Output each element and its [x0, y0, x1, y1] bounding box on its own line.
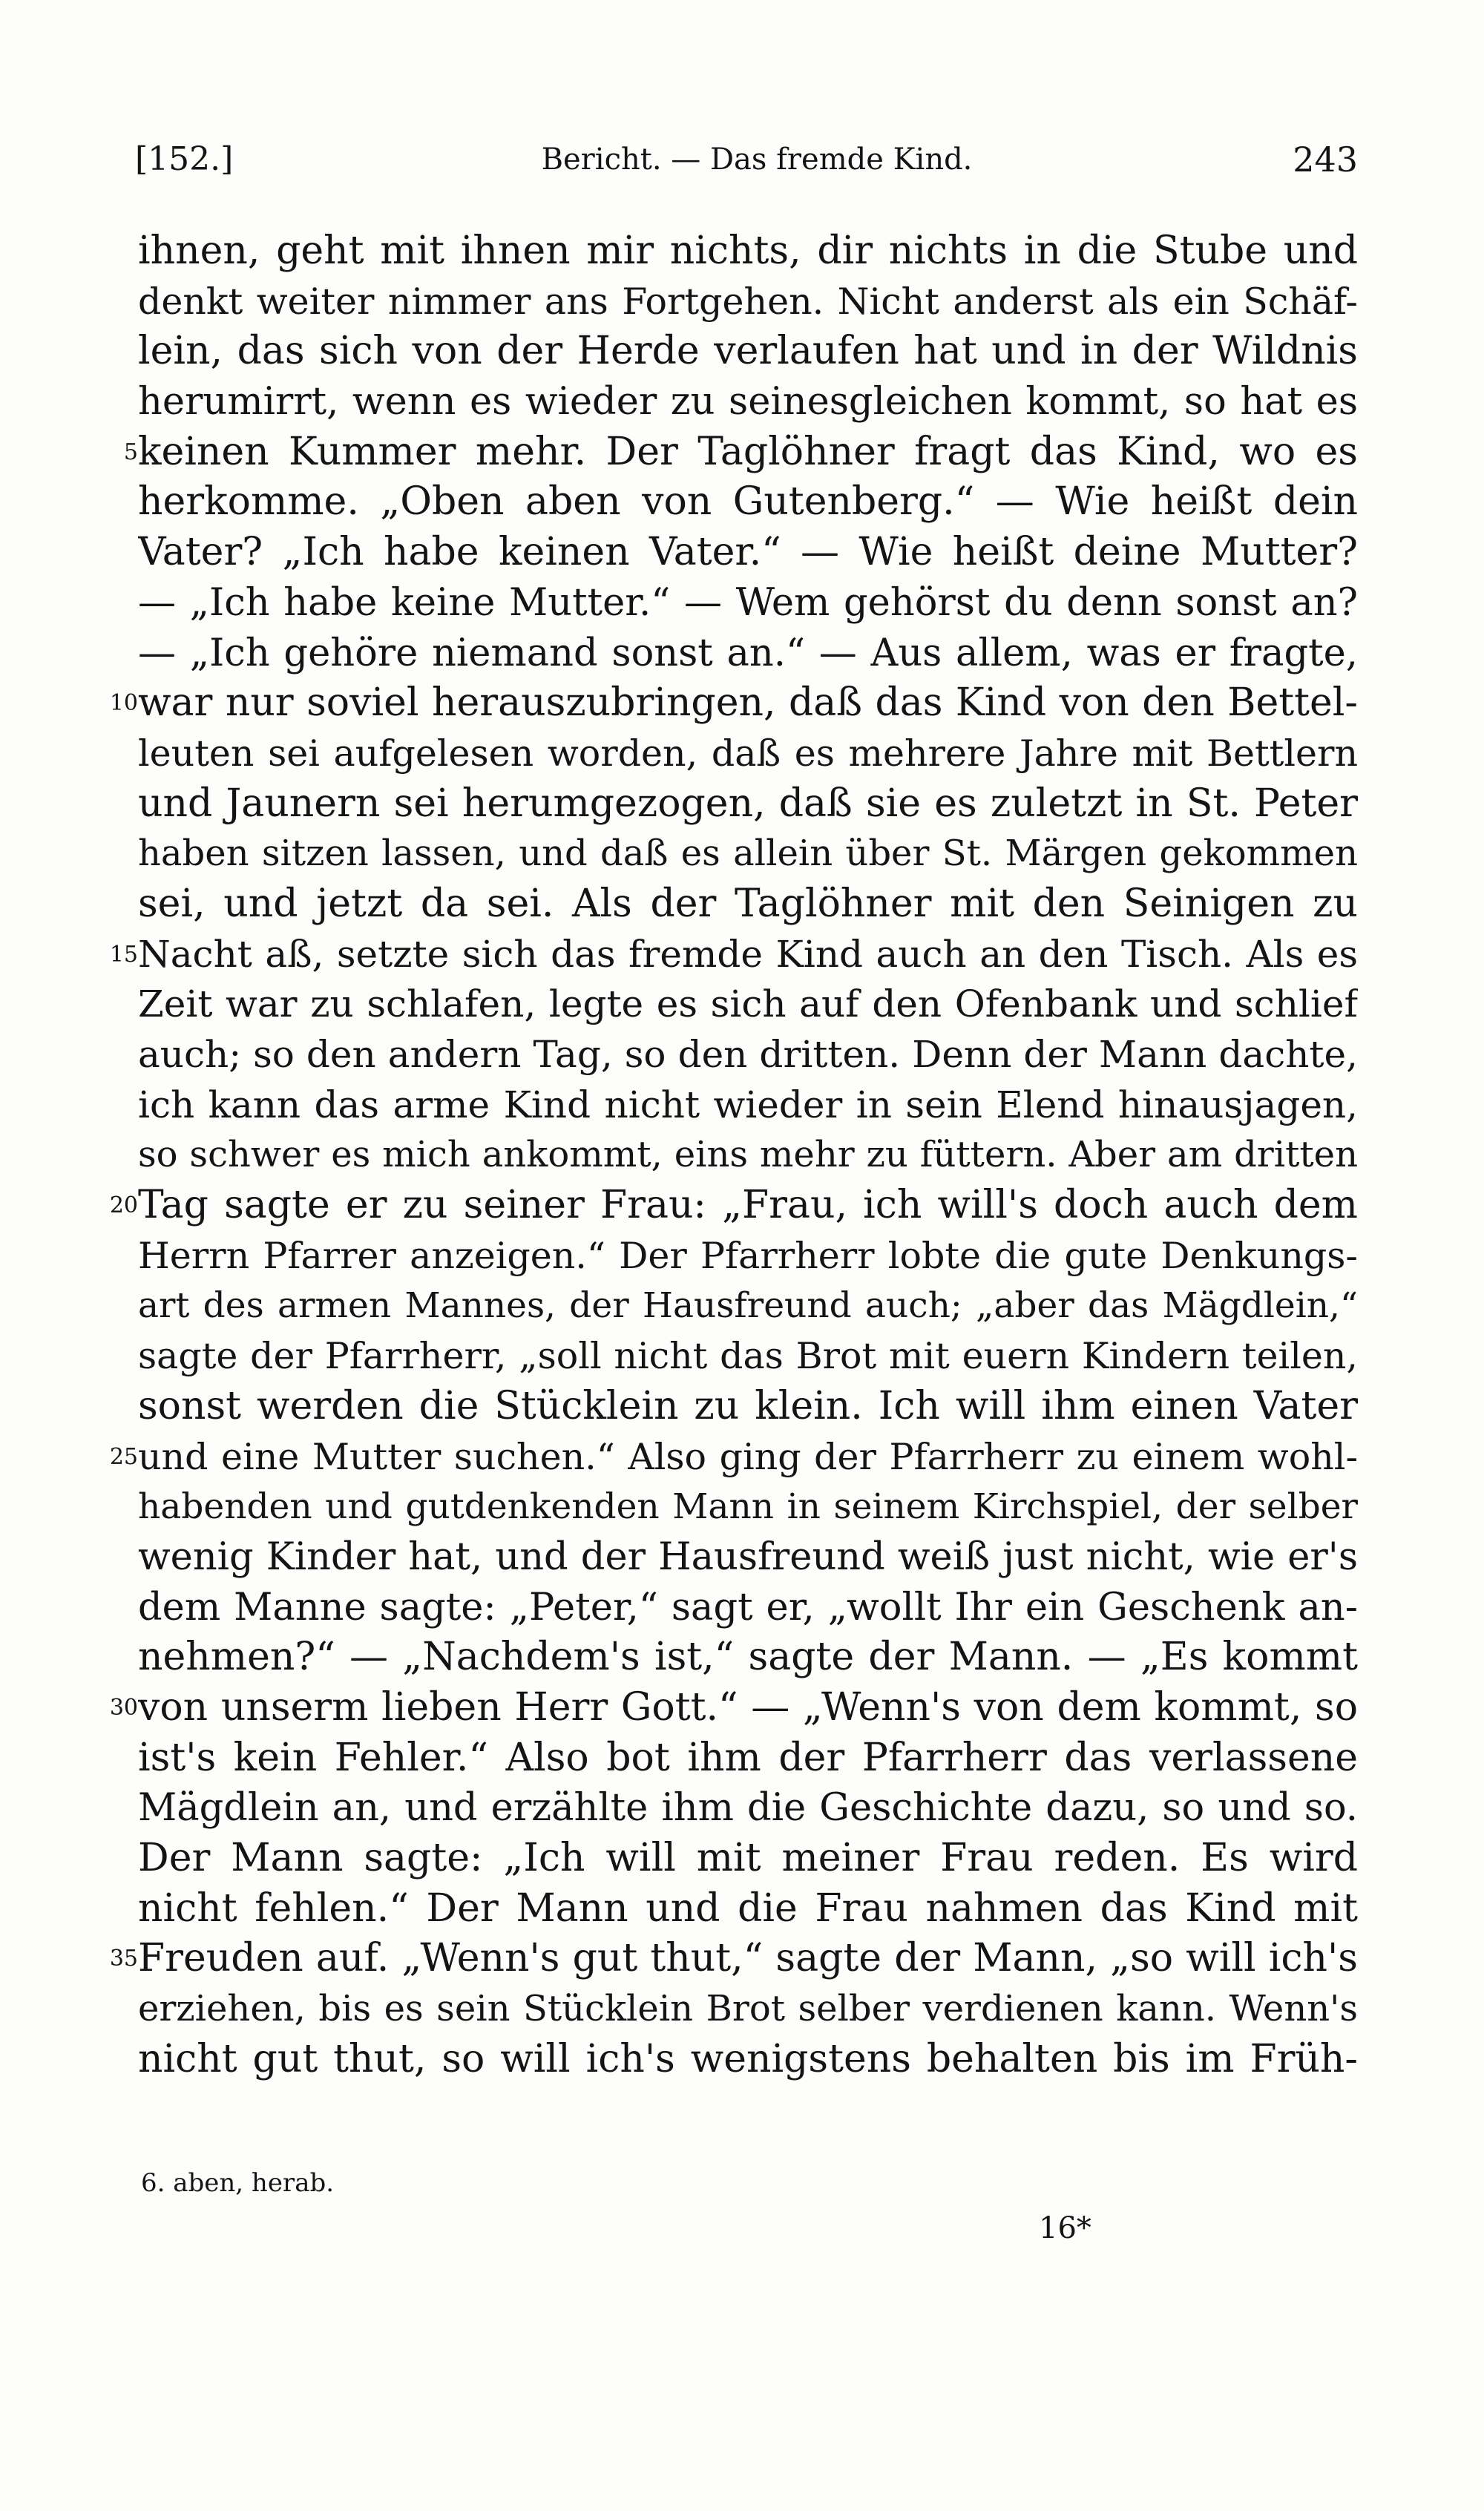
text-line — [0, 930, 1484, 980]
line-text: lein, das sich von der Herde verlaufen hat und in der Wildnis — [138, 329, 1358, 374]
text-line — [0, 1934, 1484, 1984]
text-line — [0, 678, 1484, 729]
line-text: herkomme. „Oben aben von Gutenberg.“ — Wie heißt dein — [138, 479, 1358, 525]
line-text: Tag sagte er zu seiner Frau: „Frau, ich will's doch auch dem — [138, 1183, 1358, 1228]
text-line — [0, 1834, 1484, 1884]
line-text: auch; so den andern Tag, so den dritten. Denn der Mann dachte, — [138, 1033, 1358, 1076]
text-line — [0, 528, 1484, 578]
line-text: leuten sei aufgelesen worden, daß es mehrere Jahre mit Bettlern — [138, 732, 1358, 775]
line-number: 20 — [109, 1192, 138, 1219]
line-text: war nur soviel herauszubringen, daß das Kind von den Bettel- — [138, 680, 1358, 726]
text-line — [0, 628, 1484, 679]
text-line — [0, 377, 1484, 427]
text-line — [0, 729, 1484, 779]
text-line — [0, 1181, 1484, 1231]
text-line — [0, 226, 1484, 277]
line-text: Nacht aß, setzte sich das fremde Kind auch an den Tisch. Als es — [138, 932, 1358, 976]
line-text: habenden und gutdenkenden Mann in seinem Kirchspiel, der selber — [138, 1486, 1358, 1528]
line-text: Zeit war zu schlafen, legte es sich auf den Ofenbank und schlief — [138, 982, 1358, 1026]
line-text: wenig Kinder hat, und der Hausfreund weiß just nicht, wie er's — [138, 1534, 1358, 1579]
line-text: ich kann das arme Kind nicht wieder in sein Elend hinausjagen, — [138, 1083, 1358, 1126]
line-number: 5 — [123, 439, 138, 465]
line-text: denkt weiter nimmer ans Fortgehen. Nicht anderst als ein Schäf- — [138, 280, 1358, 323]
line-text: ist's kein Fehler.“ Also bot ihm der Pfarrherr das verlassene — [138, 1735, 1358, 1780]
text-line — [0, 1080, 1484, 1131]
text-line — [0, 1432, 1484, 1483]
line-number: 30 — [109, 1694, 138, 1721]
text-line — [0, 1783, 1484, 1834]
text-line — [0, 1382, 1484, 1432]
text-block — [0, 226, 1484, 2084]
line-text: erziehen, bis es sein Stücklein Brot selber verdienen kann. Wenn's — [138, 1988, 1358, 2030]
text-line — [0, 1130, 1484, 1181]
line-text: von unserm lieben Herr Gott.“ — „Wenn's von dem kommt, so — [138, 1684, 1358, 1730]
line-text: nehmen?“ — „Nachdem's ist,“ sagte der Mann. — „Es kommt — [138, 1635, 1358, 1680]
line-number: 15 — [109, 941, 138, 968]
line-number: 10 — [109, 690, 138, 717]
line-text: so schwer es mich ankommt, eins mehr zu füttern. Aber am dritten — [138, 1134, 1358, 1176]
text-line — [0, 1583, 1484, 1633]
text-line — [0, 1984, 1484, 2035]
line-text: herumirrt, wenn es wieder zu seinesgleichen kommt, so hat es — [138, 380, 1358, 424]
line-text: Freuden auf. „Wenn's gut thut,“ sagte der Mann, „so will ich's — [138, 1936, 1358, 1981]
line-text: dem Manne sagte: „Peter,“ sagt er, „wollt Ihr ein Geschenk an- — [138, 1585, 1358, 1629]
line-number: 25 — [109, 1443, 138, 1470]
text-line — [0, 829, 1484, 879]
text-line — [0, 879, 1484, 930]
text-line — [0, 1482, 1484, 1532]
text-line — [0, 1632, 1484, 1683]
text-line — [0, 779, 1484, 830]
text-line — [0, 1231, 1484, 1281]
text-line — [0, 477, 1484, 528]
text-line — [0, 1030, 1484, 1080]
line-text: und eine Mutter suchen.“ Also ging der Pfarrherr zu einem wohl- — [138, 1435, 1358, 1478]
line-text: haben sitzen lassen, und daß es allein über St. Märgen gekommen — [138, 833, 1358, 875]
line-text: Mägdlein an, und erzählte ihm die Geschichte dazu, so und so. — [138, 1786, 1358, 1831]
text-line — [0, 326, 1484, 377]
line-text: — „Ich habe keine Mutter.“ — Wem gehörst du denn sonst an? — [138, 580, 1358, 625]
running-head-bracket-number: [152.] — [135, 140, 234, 178]
line-text: Der Mann sagte: „Ich will mit meiner Frau reden. Es wird — [138, 1836, 1358, 1880]
line-text: keinen Kummer mehr. Der Taglöhner fragt das Kind, wo es — [138, 429, 1358, 474]
page-number: 243 — [1293, 140, 1358, 180]
line-text: art des armen Mannes, der Hausfreund auch; „aber das Mägdlein,“ — [138, 1285, 1358, 1327]
text-line — [0, 578, 1484, 628]
text-line — [0, 1884, 1484, 1934]
line-text: nicht gut thut, so will ich's wenigstens behalten bis im Früh- — [138, 2036, 1358, 2081]
text-line — [0, 277, 1484, 327]
line-text: sei, und jetzt da sei. Als der Taglöhner mit den Seinigen zu — [138, 881, 1358, 926]
text-line — [0, 2035, 1484, 2085]
line-text: und Jaunern sei herumgezogen, daß sie es zuletzt in St. Peter — [138, 781, 1358, 826]
line-text: nicht fehlen.“ Der Mann und die Frau nahmen das Kind mit — [138, 1885, 1358, 1931]
line-text: sonst werden die Stücklein zu klein. Ich will ihm einen Vater — [138, 1383, 1358, 1428]
text-line — [0, 1683, 1484, 1733]
line-text: Herrn Pfarrer anzeigen.“ Der Pfarrherr lobte die gute Denkungs- — [138, 1234, 1358, 1277]
text-line — [0, 1733, 1484, 1784]
text-line — [0, 427, 1484, 478]
footnote: 6. aben, herab. — [141, 2168, 335, 2198]
text-line — [0, 979, 1484, 1030]
signature-mark: 16* — [1039, 2211, 1091, 2245]
line-text: Vater? „Ich habe keinen Vater.“ — Wie heißt deine Mutter? — [138, 530, 1358, 575]
line-text: sagte der Pfarrherr, „soll nicht das Brot mit euern Kindern teilen, — [138, 1335, 1358, 1378]
running-head-title: Bericht. — Das fremde Kind. — [541, 142, 973, 177]
line-text: ihnen, geht mit ihnen mir nichts, dir nichts in die Stube und — [138, 229, 1358, 273]
text-line — [0, 1281, 1484, 1331]
text-line — [0, 1331, 1484, 1382]
text-line — [0, 1532, 1484, 1583]
line-number: 35 — [109, 1946, 138, 1972]
line-text: — „Ich gehöre niemand sonst an.“ — Aus allem, was er fragte, — [138, 631, 1358, 675]
